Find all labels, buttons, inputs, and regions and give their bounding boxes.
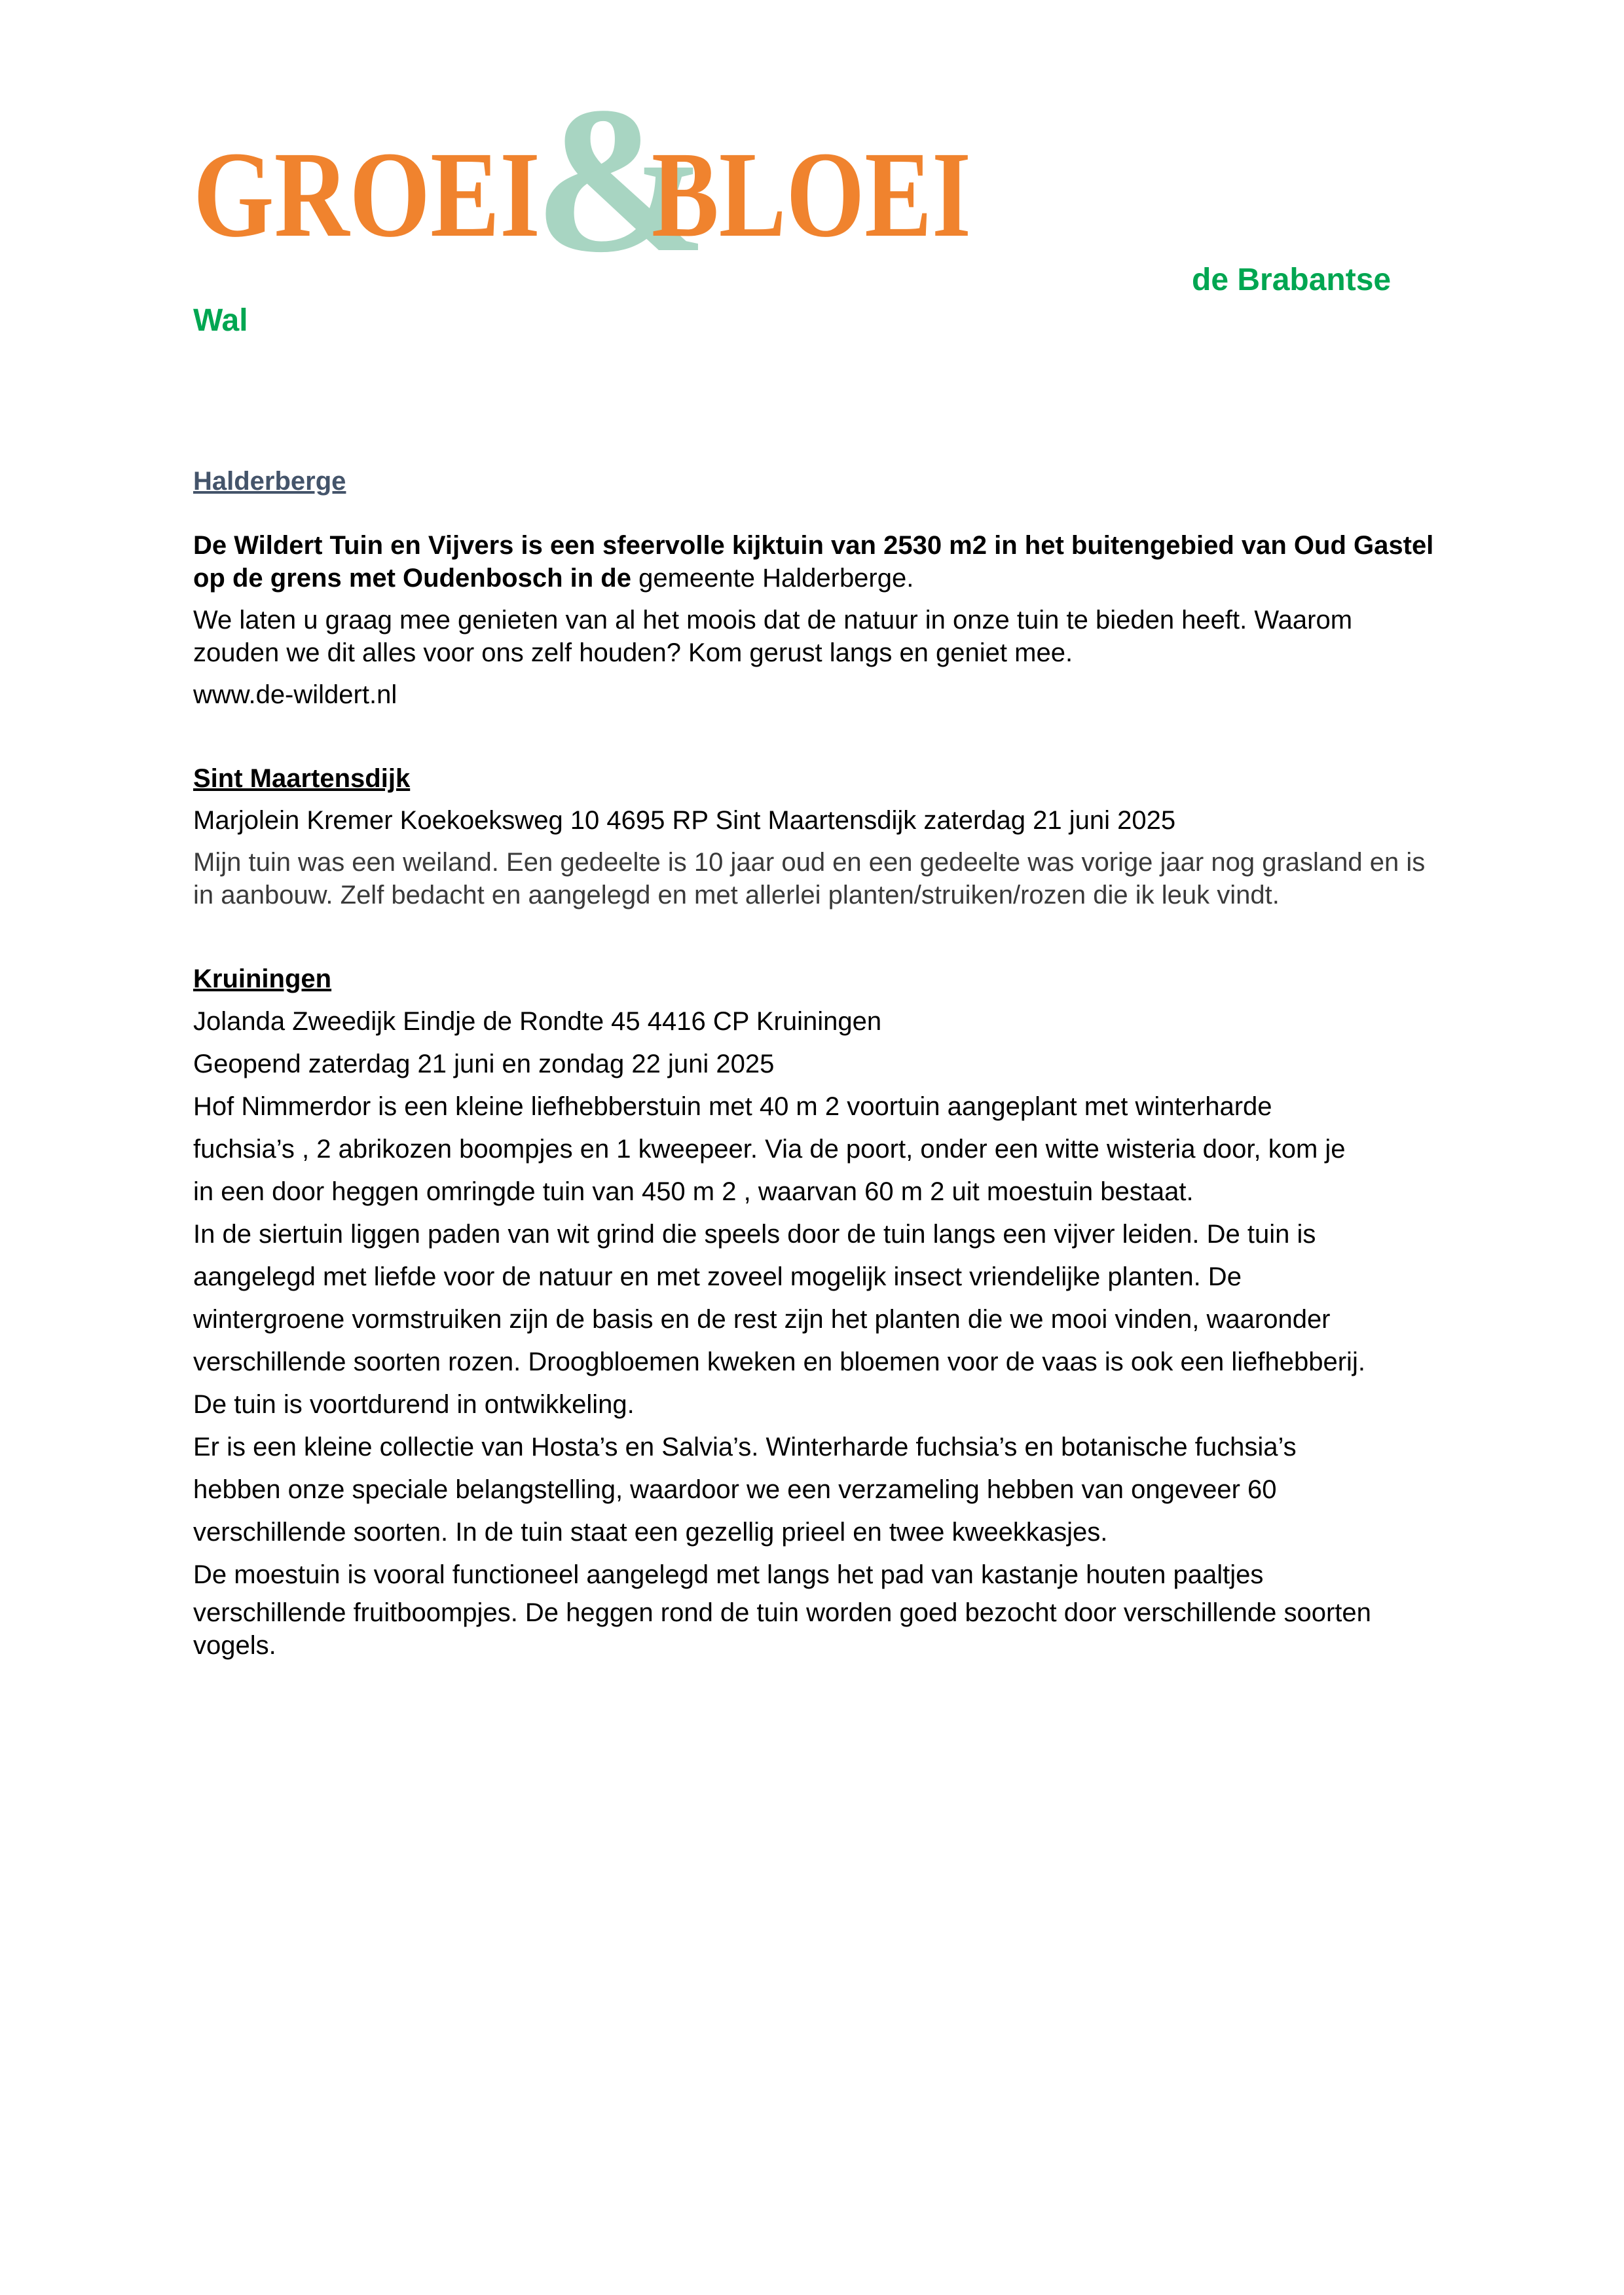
logo-word-groei: GROEI bbox=[193, 126, 540, 263]
kruiningen-line: in een door heggen omringde tuin van 450 m 2 , waarvan 60 m 2 uit moestuin bestaat. bbox=[193, 1177, 1194, 1206]
kruiningen-line: Jolanda Zweedijk Eindje de Rondte 45 4416 CP Kruiningen bbox=[193, 1007, 882, 1036]
kruiningen-line: Geopend zaterdag 21 juni en zondag 22 juni 2025 bbox=[193, 1050, 775, 1078]
heading-sint-maartensdijk: Sint Maartensdijk bbox=[193, 764, 411, 793]
kruiningen-text bbox=[193, 1001, 1437, 1662]
heading-kruiningen: Kruiningen bbox=[193, 964, 332, 993]
region-name-line2: Wal bbox=[193, 303, 248, 338]
document-body bbox=[193, 465, 1437, 1662]
region-name-line1: de Brabantse bbox=[1192, 263, 1392, 297]
logo-word-bloei: BLOEI bbox=[652, 126, 971, 263]
kruiningen-line: fuchsia’s , 2 abrikozen boompjes en 1 kweepeer. Via de poort, onder een witte wisteria door, kom je bbox=[193, 1135, 1346, 1164]
halderberge-intro bbox=[193, 529, 1437, 595]
kruiningen-line: wintergroene vormstruiken zijn de basis en de rest zijn het planten die we mooi vinden, waaronder bbox=[193, 1305, 1331, 1334]
groei-en-bloei-logo bbox=[193, 64, 972, 296]
heading-halderberge: Halderberge bbox=[193, 467, 346, 496]
halderberge-website-link[interactable]: www.de-wildert.nl bbox=[193, 680, 397, 709]
sint-maartensdijk-body: Mijn tuin was een weiland. Een gedeelte is 10 jaar oud en een gedeelte was vorige jaar nog grasland en is in aanbouw. Zelf bedacht en aangelegd en met allerlei planten/struiken/rozen die ik leuk vindt. bbox=[193, 848, 1426, 909]
kruiningen-line: hebben onze speciale belangstelling, waardoor we een verzameling hebben van ongeveer 60 bbox=[193, 1475, 1277, 1504]
sint-maartensdijk-address: Marjolein Kremer Koekoeksweg 10 4695 RP Sint Maartensdijk zaterdag 21 juni 2025 bbox=[193, 806, 1176, 835]
kruiningen-line: De moestuin is vooral functioneel aangelegd met langs het pad van kastanje houten paaltjes bbox=[193, 1560, 1264, 1589]
halderberge-body: We laten u graag mee genieten van al het moois dat de natuur in onze tuin te bieden heeft. Waarom zouden we dit alles voor ons zelf houden? Kom gerust langs en geniet mee. bbox=[193, 606, 1353, 667]
kruiningen-line: In de siertuin liggen paden van wit grind die speels door de tuin langs een vijver leiden. De tuin is bbox=[193, 1220, 1316, 1249]
kruiningen-line: De tuin is voortdurend in ontwikkeling. bbox=[193, 1390, 635, 1419]
kruiningen-line: Hof Nimmerdor is een kleine liefhebberstuin met 40 m 2 voortuin aangeplant met winterharde bbox=[193, 1092, 1272, 1121]
kruiningen-line: Er is een kleine collectie van Hosta’s en Salvia’s. Winterharde fuchsia’s en botanische fuchsia’s bbox=[193, 1433, 1297, 1461]
ampersand-mark: & bbox=[534, 64, 709, 296]
halderberge-intro-bold: De Wildert Tuin en Vijvers is een sfeervolle kijktuin van 2530 m2 in het buitengebied van Oud Gastel op de grens met Oudenbosch in de bbox=[193, 531, 1434, 593]
kruiningen-line: verschillende fruitboompjes. De heggen rond de tuin worden goed bezocht door verschillende soorten bbox=[193, 1598, 1371, 1627]
kruiningen-line: verschillende soorten. In de tuin staat een gezellig prieel en twee kweekkasjes. bbox=[193, 1518, 1108, 1547]
kruiningen-line: vogels. bbox=[193, 1631, 276, 1660]
halderberge-intro-normal: gemeente Halderberge. bbox=[631, 564, 914, 593]
kruiningen-line: verschillende soorten rozen. Droogbloemen kweken en bloemen voor de vaas is ook een liefhebberij. bbox=[193, 1348, 1365, 1376]
kruiningen-line: aangelegd met liefde voor de natuur en met zoveel mogelijk insect vriendelijke planten. De bbox=[193, 1262, 1242, 1291]
